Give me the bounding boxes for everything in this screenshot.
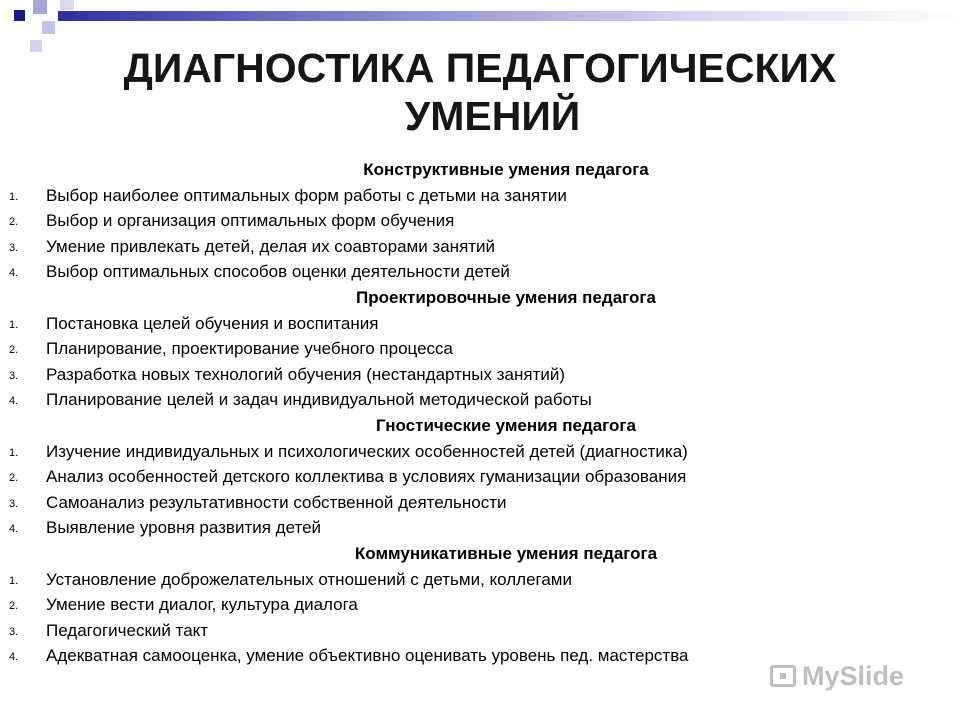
- list-item: [0, 618, 960, 644]
- list-item-text: Выбор и организация оптимальных форм обучения: [46, 211, 455, 231]
- list-item-number: 1.: [9, 446, 19, 459]
- deco-square: [60, 0, 74, 10]
- list-item: [0, 336, 960, 362]
- list-item-number: 1.: [9, 318, 19, 331]
- deco-gradient-bar: [58, 11, 960, 21]
- list-item-text: Педагогический такт: [46, 620, 209, 640]
- list-item: [0, 439, 960, 465]
- deco-square: [14, 10, 25, 21]
- list-item-text: Планирование целей и задач индивидуальной методической работы: [46, 390, 592, 410]
- list-item-number: 3.: [9, 369, 19, 382]
- watermark-text: MySlide: [802, 660, 905, 691]
- section-title: Проектировочные умения педагога: [356, 287, 656, 307]
- list-item-text: Постановка целей обучения и воспитания: [46, 313, 379, 333]
- section-title: Гностические умения педагога: [376, 415, 636, 435]
- title-line-1: ДИАГНОСТИКА ПЕДАГОГИЧЕСКИХ: [123, 45, 837, 91]
- list-item-text: Умение вести диалог, культура диалога: [46, 595, 358, 615]
- list-item-number: 1.: [9, 574, 19, 587]
- list-item-text: Установление доброжелательных отношений с детьми, коллегами: [46, 569, 572, 589]
- page-title: [0, 44, 960, 140]
- list-item-text: Анализ особенностей детского коллектива в условиях гуманизации образования: [46, 467, 687, 487]
- list-item-text: Выявление уровня развития детей: [46, 518, 322, 538]
- list-item-text: Выбор наиболее оптимальных форм работы с детьми на занятии: [46, 185, 567, 205]
- section-title: Коммуникативные умения педагога: [354, 543, 658, 563]
- list-item-text: Умение привлекать детей, делая их соавторами занятий: [46, 236, 496, 256]
- list-item-number: 4.: [9, 267, 19, 280]
- list-item-number: 3.: [9, 625, 19, 638]
- list-item-number: 2.: [9, 600, 19, 613]
- list-item: [0, 259, 960, 285]
- list-item-text: Адекватная самооценка, умение объективно оценивать уровень пед. мастерства: [46, 646, 689, 666]
- title-line-2: УМЕНИЙ: [404, 93, 581, 139]
- list-item: [0, 183, 960, 209]
- list-item: [0, 208, 960, 234]
- deco-square: [42, 21, 55, 34]
- deco-square: [33, 0, 47, 14]
- list-item-number: 1.: [9, 190, 19, 203]
- list-item-number: 2.: [9, 216, 19, 229]
- list-item-number: 3.: [9, 241, 19, 254]
- list-item-number: 4.: [9, 523, 19, 536]
- list-item: [0, 387, 960, 413]
- section-title: Конструктивные умения педагога: [363, 160, 649, 179]
- list-item-text: Планирование, проектирование учебного процесса: [46, 339, 453, 359]
- list-item-number: 2.: [9, 344, 19, 357]
- list-item-number: 4.: [9, 395, 19, 408]
- list-item: [0, 234, 960, 260]
- list-item: [0, 362, 960, 388]
- list-item: [0, 515, 960, 541]
- list-item-number: 2.: [9, 472, 19, 485]
- list-item-text: Самоанализ результативности собственной деятельности: [46, 492, 507, 512]
- watermark: [770, 660, 904, 692]
- list-item: [0, 464, 960, 490]
- list-item: [0, 592, 960, 618]
- list-item-text: Изучение индивидуальных и психологических особенностей детей (диагностика): [46, 441, 688, 461]
- list-item-text: Разработка новых технологий обучения (нестандартных занятий): [46, 364, 566, 384]
- list-item: [0, 490, 960, 516]
- list-item: [0, 311, 960, 337]
- presentation-icon: [770, 665, 796, 687]
- list-item-number: 4.: [9, 651, 19, 664]
- list-item-number: 3.: [9, 497, 19, 510]
- list-item: [0, 567, 960, 593]
- list-item-text: Выбор оптимальных способов оценки деятельности детей: [46, 262, 510, 282]
- skills-list: [0, 157, 960, 669]
